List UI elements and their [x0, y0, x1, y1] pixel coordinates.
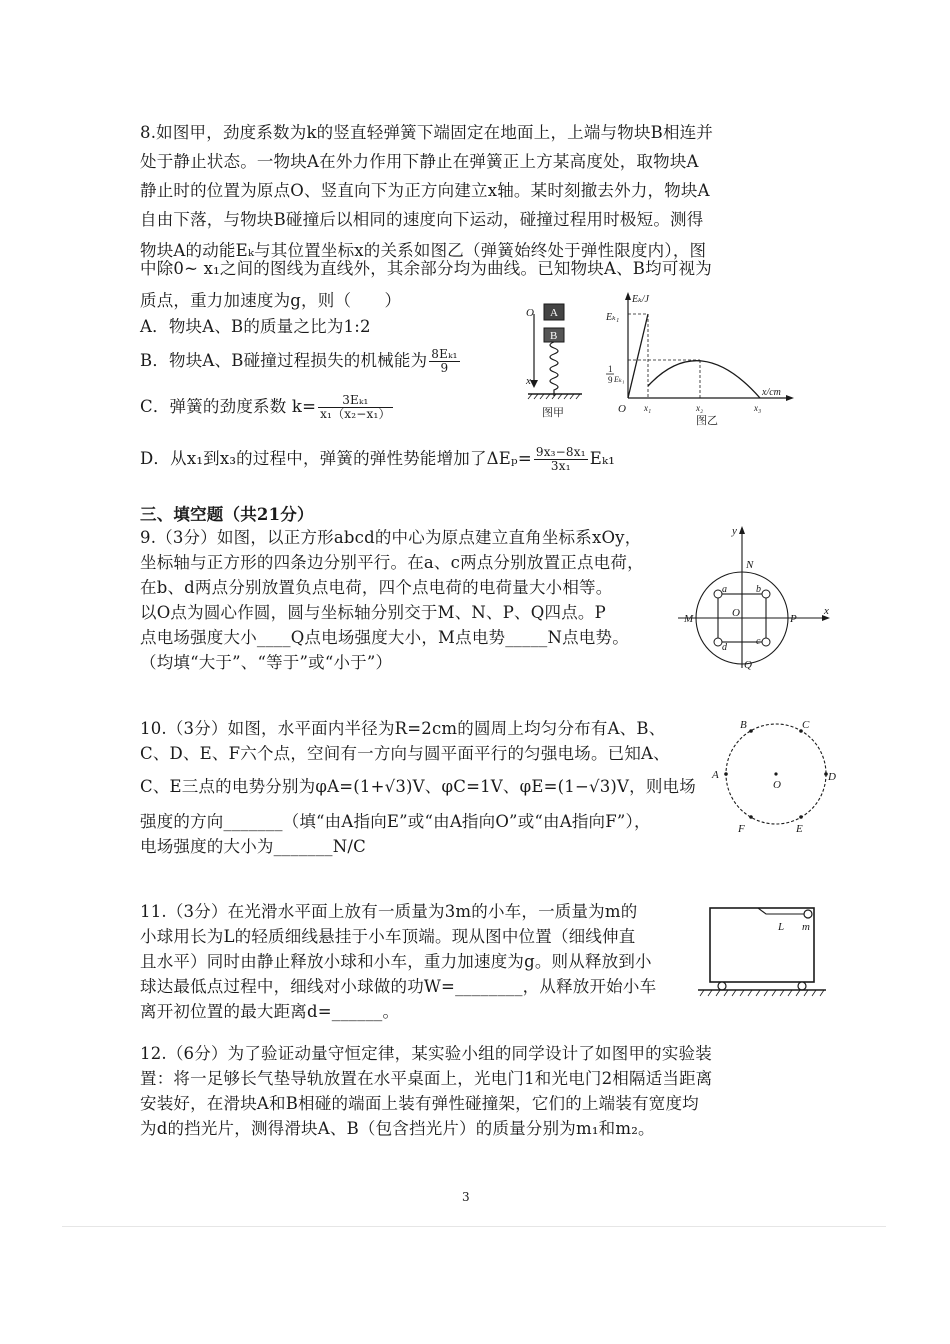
q10-line-3: C、E三点的电势分别为φA=(1+√3)V、φC=1V、φE=(1−√3)V，则电场	[140, 777, 696, 796]
q9-line-3: 在b、d两点分别放置负点电荷，四个点电荷的电荷量大小相等。	[140, 578, 613, 597]
q8-option-b-fraction: $\frac{\text{8Eₖ₁}}{9}$	[431, 347, 458, 375]
svg-text:O: O	[732, 607, 740, 619]
svg-text:y: y	[732, 525, 737, 537]
svg-text:B: B	[550, 330, 558, 342]
q11-line-4: 球达最低点过程中，细线对小球做的功W=________，从释放开始小车	[140, 977, 657, 996]
q8-figure-jia	[520, 298, 600, 424]
q8-line-7: 质点，重力加速度为g，则（ ）	[140, 291, 402, 310]
svg-text:c: c	[756, 636, 761, 647]
fig-jia-caption: 图甲	[542, 407, 564, 419]
svg-text:Eₖ₁: Eₖ₁	[614, 375, 625, 384]
q11-line-3: 且水平）同时由静止释放小球和小车，重力加速度为g。则从释放到小	[140, 952, 652, 971]
fig-yi-origin: O	[618, 403, 626, 415]
q12-line-4: 为d的挡光片，测得滑块A、B（包含挡光片）的质量分别为m₁和m₂。	[140, 1119, 655, 1138]
svg-text:a: a	[722, 584, 727, 595]
q12-line-3: 安装好，在滑块A和B相碰的端面上装有弹性碰撞架，它们的上端装有宽度均	[140, 1094, 699, 1113]
q10-figure	[706, 712, 846, 836]
spring-icon	[550, 342, 558, 396]
svg-text:A: A	[712, 769, 719, 781]
fig-jia-origin-label: O	[526, 307, 534, 319]
q8-option-b-text: B．物块A、B碰撞过程损失的机械能为	[140, 351, 428, 370]
svg-text:d: d	[722, 642, 727, 653]
fig-yi-ek1: Eₖ₁	[606, 312, 620, 323]
fig-jia-x-label: x	[526, 375, 531, 387]
svg-text:x₂: x₂	[696, 403, 704, 413]
q8-line-2: 处于静止状态。一物块A在外力作用下静止在弹簧正上方某高度处，取物块A	[140, 152, 699, 171]
q11-line-2: 小球用长为L的轻质细线悬挂于小车顶端。现从图中位置（细线伸直	[140, 927, 636, 946]
svg-text:O: O	[773, 779, 781, 791]
q9-line-1: 9.（3分）如图，以正方形abcd的中心为原点建立直角坐标系xOy，	[140, 528, 642, 547]
q11-figure	[698, 904, 832, 1000]
fig-yi-ylabel: Eₖ/J	[632, 294, 649, 305]
q9-line-4: 以O点为圆心作圆，圆与坐标轴分别交于M、N、P、Q四点。P	[140, 603, 606, 622]
page-number: 3	[462, 1190, 470, 1204]
svg-text:x: x	[824, 605, 829, 617]
svg-text:P: P	[790, 613, 797, 625]
svg-text:N: N	[746, 559, 754, 571]
q8-line-4: 自由下落，与物块B碰撞后以相同的速度向下运动，碰撞过程用时极短。测得	[140, 210, 704, 229]
q11-line-1: 11.（3分）在光滑水平面上放有一质量为3m的小车，一质量为m的	[140, 902, 638, 921]
q10-line-4: 强度的方向_______（填“由A指向E”或“由A指向O”或“由A指向F”），	[140, 812, 651, 831]
q9-line-2: 坐标轴与正方形的四条边分别平行。在a、c两点分别放置正点电荷，	[140, 553, 644, 572]
q12-line-1: 12.（6分）为了验证动量守恒定律，某实验小组的同学设计了如图甲的实验装	[140, 1044, 712, 1063]
q8-option-b	[140, 348, 462, 375]
svg-text:E: E	[796, 823, 803, 835]
q8-option-d-suffix: Eₖ₁	[589, 449, 616, 468]
svg-text:D: D	[828, 771, 836, 783]
svg-text:9: 9	[608, 375, 613, 385]
svg-text:B: B	[740, 719, 747, 731]
q8-option-d	[140, 446, 615, 473]
q8-line-1: 8.如图甲，劲度系数为k的竖直轻弹簧下端固定在地面上，上端与物块B相连并	[140, 123, 714, 142]
q8-option-a: A．物块A、B的质量之比为1:2	[140, 317, 371, 336]
q10-line-1: 10.（3分）如图，水平面内半径为R=2cm的圆周上均匀分布有A、B、	[140, 719, 666, 738]
page-bottom-divider	[62, 1226, 886, 1227]
q8-option-d-fraction: $\frac{\text{9x₃−8x₁}}{\text{3x₁}}$	[535, 445, 586, 473]
q9-line-5: 点电场强度大小____Q点电场强度大小，M点电势_____N点电势。	[140, 628, 629, 647]
q12-line-2: 置：将一足够长气垫导轨放置在水平桌面上，光电门1和光电门2相隔适当距离	[140, 1069, 713, 1088]
svg-text:Q: Q	[744, 659, 752, 671]
svg-text:1: 1	[608, 364, 613, 374]
q8-option-c-fraction: $\frac{\text{3Eₖ₁}}{\text{x₁（x₂−x₁）}}$	[320, 393, 391, 421]
q9-line-6: （均填“大于”、“等于”或“小于”）	[140, 653, 393, 672]
q8-figure-yi	[600, 290, 800, 428]
svg-text:x₁: x₁	[644, 403, 652, 413]
svg-text:b: b	[756, 584, 761, 595]
section-3-title: 三、填空题（共21分）	[140, 505, 314, 524]
q8-option-d-text: D．从x₁到x₃的过程中，弹簧的弹性势能增加了ΔEₚ=	[140, 449, 532, 468]
svg-text:C: C	[802, 719, 810, 731]
svg-text:F: F	[738, 823, 745, 835]
q8-option-c-text: C．弹簧的劲度系数 k=	[140, 397, 317, 416]
fig-yi-xlabel: x/cm	[762, 387, 781, 398]
q10-line-5: 电场强度的大小为_______N/C	[140, 837, 366, 856]
svg-text:A: A	[550, 307, 558, 319]
q11-line-5: 离开初位置的最大距离d=______。	[140, 1002, 400, 1021]
q8-line-5: 物块A的动能Eₖ与其位置坐标x的关系如图乙（弹簧始终处于弹性限度内），图	[140, 241, 707, 260]
svg-text:m: m	[802, 921, 810, 933]
q8-line-3: 静止时的位置为原点O、竖直向下为正方向建立x轴。某时刻撤去外力，物块A	[140, 181, 710, 200]
q9-figure	[676, 520, 836, 672]
svg-text:M: M	[684, 613, 694, 625]
q8-line-6: 中除0~ x₁之间的图线为直线外，其余部分均为曲线。已知物块A、B均可视为	[140, 259, 712, 278]
svg-text:L: L	[778, 921, 785, 933]
fig-yi-caption: 图乙	[696, 415, 718, 427]
q10-line-2: C、D、E、F六个点，空间有一方向与圆平面平行的匀强电场。已知A、	[140, 744, 670, 763]
svg-text:x₃: x₃	[754, 403, 762, 413]
q8-option-c	[140, 394, 395, 421]
